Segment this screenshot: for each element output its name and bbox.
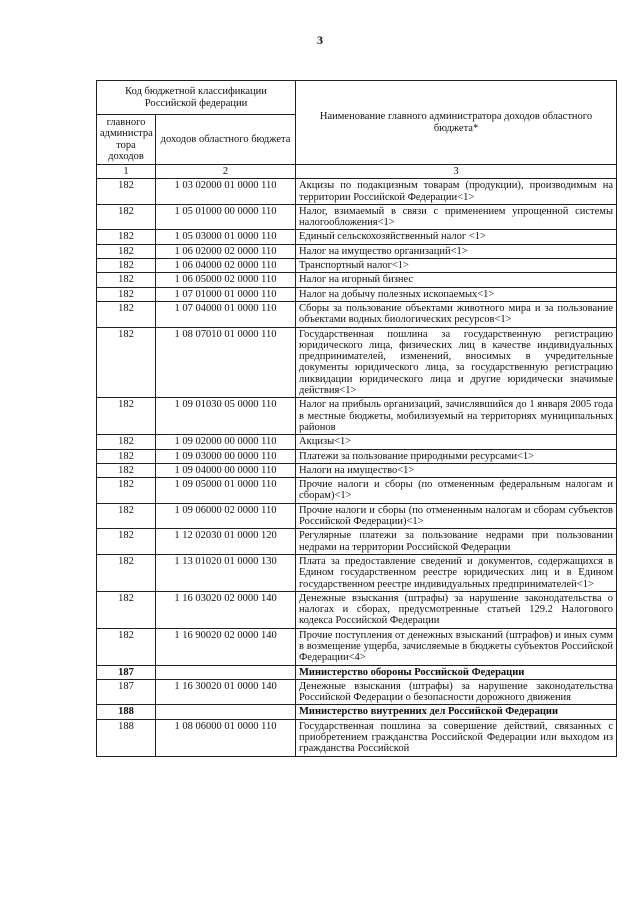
income-code-cell: 1 09 04000 00 0000 110 [156,463,296,477]
income-code-cell: 1 08 07010 01 0000 110 [156,327,296,398]
income-code-cell: 1 08 06000 01 0000 110 [156,719,296,756]
admin-code-cell: 182 [97,327,156,398]
admin-code-cell: 182 [97,591,156,628]
table-row [97,301,617,327]
admin-code-cell: 187 [97,665,156,679]
name-cell: Налог, взимаемый в связи с применением упрощенной системы налогообложения<1> [296,204,617,230]
table-row [97,463,617,477]
name-cell: Транспортный налог<1> [296,259,617,273]
header-classification-code: Код бюджетной классификации Российской федерации [97,81,296,115]
admin-code-cell: 182 [97,398,156,435]
income-code-cell: 1 13 01020 01 0000 130 [156,554,296,591]
admin-code-cell: 188 [97,719,156,756]
admin-code-cell: 182 [97,449,156,463]
table-row [97,679,617,705]
income-code-cell: 1 16 30020 01 0000 140 [156,679,296,705]
table-row [97,478,617,504]
name-cell: Плата за предоставление сведений и документов, содержащихся в Едином государственном реестре юридических лиц и в Едином государственном реестре индивидуальных предпринимателей<1> [296,554,617,591]
header-regional-income: доходов областного бюджета [156,115,296,165]
name-cell: Акцизы<1> [296,435,617,449]
table-row [97,719,617,756]
admin-code-cell: 182 [97,435,156,449]
table-row [97,287,617,301]
name-cell: Прочие поступления от денежных взысканий (штрафов) и иных сумм в возмещение ущерба, зачисляемые в бюджеты субъектов Российской Федерации<4> [296,628,617,665]
table-row [97,179,617,205]
table-row [97,244,617,258]
name-cell: Прочие налоги и сборы (по отмененным налогам и сборам субъектов Российской Федерации)<1> [296,503,617,529]
table-row [97,327,617,398]
ministry-row [97,705,617,719]
admin-code-cell: 182 [97,554,156,591]
name-cell: Единый сельскохозяйственный налог <1> [296,230,617,244]
income-code-cell: 1 05 03000 01 0000 110 [156,230,296,244]
income-code-cell: 1 07 04000 01 0000 110 [156,301,296,327]
table-row [97,628,617,665]
header-name: Наименование главного администратора доходов областного бюджета* [296,81,617,165]
name-cell: Регулярные платежи за пользование недрами при пользовании недрами на территории Российской Федерации [296,529,617,555]
header-chief-administrator: главного администра тора доходов [97,115,156,165]
name-cell: Денежные взыскания (штрафы) за нарушение законодательства о налогах и сборах, предусмотренные статьей 129.2 Налогового кодекса Российской Федерации [296,591,617,628]
admin-code-cell: 182 [97,287,156,301]
income-code-cell: 1 07 01000 01 0000 110 [156,287,296,301]
admin-code-cell: 182 [97,503,156,529]
name-cell: Министерство обороны Российской Федерации [296,665,617,679]
admin-code-cell: 182 [97,463,156,477]
admin-code-cell: 182 [97,301,156,327]
name-cell: Налог на имущество организаций<1> [296,244,617,258]
admin-code-cell: 187 [97,679,156,705]
name-cell: Налог на прибыль организаций, зачислявшийся до 1 января 2005 года в местные бюджеты, мобилизуемый на территориях муниципальных районов [296,398,617,435]
admin-code-cell: 182 [97,529,156,555]
income-code-cell: 1 06 02000 02 0000 110 [156,244,296,258]
column-number-2: 2 [156,165,296,179]
ministry-row [97,665,617,679]
income-code-cell: 1 09 06000 02 0000 110 [156,503,296,529]
name-cell: Акцизы по подакцизным товарам (продукции), производимым на территории Российской Федерации<1> [296,179,617,205]
income-code-cell: 1 09 05000 01 0000 110 [156,478,296,504]
income-code-cell [156,705,296,719]
table-row [97,230,617,244]
name-cell: Налоги на имущество<1> [296,463,617,477]
admin-code-cell: 182 [97,204,156,230]
table-row [97,398,617,435]
table-row [97,259,617,273]
column-number-1: 1 [97,165,156,179]
name-cell: Государственная пошлина за государственную регистрацию юридического лица, физических лиц в качестве индивидуальных предпринимателей, изменений, вносимых в учредительные документы юридического лица, за государственную регистрацию ликвидации юридического лица и другие юридически значимые действия<1> [296,327,617,398]
table-row [97,503,617,529]
income-code-cell: 1 09 01030 05 0000 110 [156,398,296,435]
table-row [97,435,617,449]
table-row [97,554,617,591]
admin-code-cell: 182 [97,628,156,665]
table-row [97,529,617,555]
name-cell: Денежные взыскания (штрафы) за нарушение законодательства Российской Федерации о безопасности дорожного движения [296,679,617,705]
name-cell: Налог на игорный бизнес [296,273,617,287]
income-code-cell: 1 16 03020 02 0000 140 [156,591,296,628]
table-row [97,591,617,628]
name-cell: Государственная пошлина за совершение действий, связанных с приобретением гражданства Российской Федерации или выходом из гражданства Российской [296,719,617,756]
table-body [97,179,617,756]
admin-code-cell: 182 [97,259,156,273]
name-cell: Сборы за пользование объектами животного мира и за пользование объектами водных биологических ресурсов<1> [296,301,617,327]
income-code-cell: 1 06 05000 02 0000 110 [156,273,296,287]
column-number-3: 3 [296,165,617,179]
income-code-cell: 1 09 03000 00 0000 110 [156,449,296,463]
name-cell: Прочие налоги и сборы (по отмененным федеральным налогам и сборам)<1> [296,478,617,504]
admin-code-cell: 182 [97,244,156,258]
name-cell: Налог на добычу полезных ископаемых<1> [296,287,617,301]
name-cell: Платежи за пользование природными ресурсами<1> [296,449,617,463]
income-code-cell: 1 09 02000 00 0000 110 [156,435,296,449]
income-code-cell: 1 12 02030 01 0000 120 [156,529,296,555]
income-code-cell [156,665,296,679]
income-code-cell: 1 16 90020 02 0000 140 [156,628,296,665]
admin-code-cell: 182 [97,230,156,244]
admin-code-cell: 182 [97,179,156,205]
admin-code-cell: 182 [97,478,156,504]
table-row [97,204,617,230]
table-row [97,449,617,463]
income-code-cell: 1 03 02000 01 0000 110 [156,179,296,205]
admin-code-cell: 182 [97,273,156,287]
income-code-cell: 1 06 04000 02 0000 110 [156,259,296,273]
income-code-cell: 1 05 01000 00 0000 110 [156,204,296,230]
page-number: 3 [317,33,323,47]
name-cell: Министерство внутренних дел Российской Федерации [296,705,617,719]
table-row [97,273,617,287]
admin-code-cell: 188 [97,705,156,719]
budget-classification-table [96,80,617,757]
